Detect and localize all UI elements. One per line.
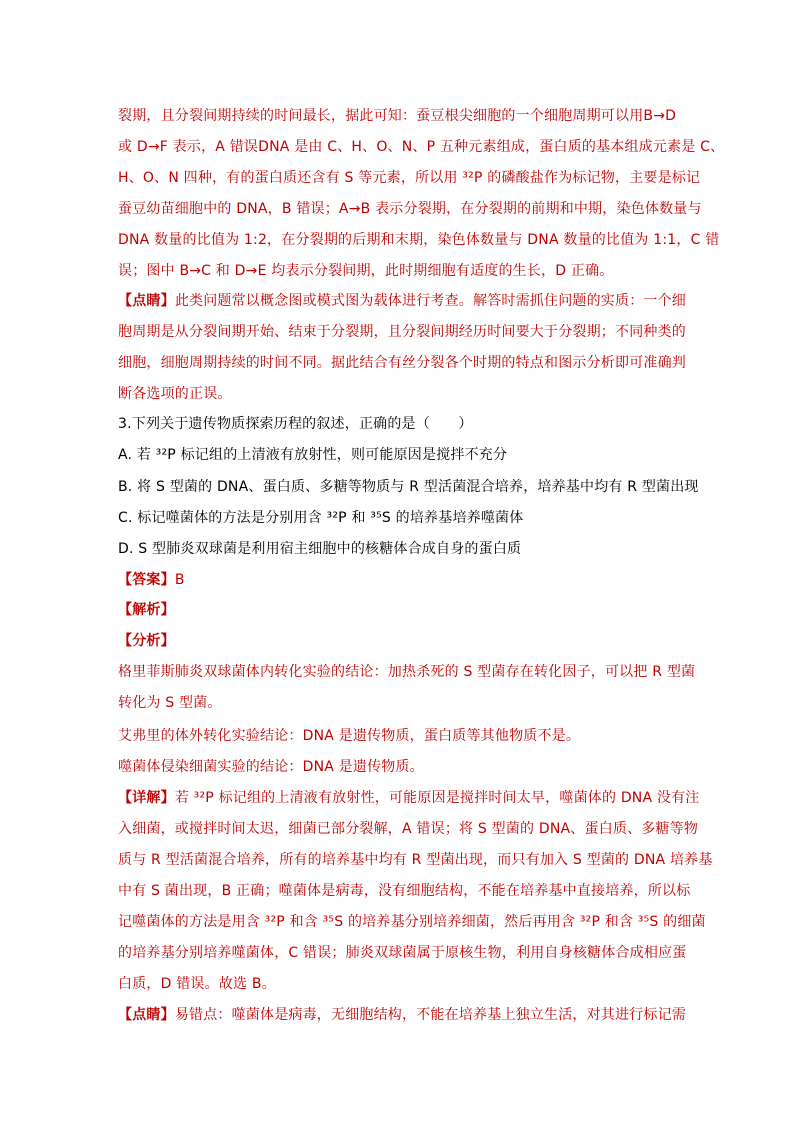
paragraph-line: 断各选项的正误。	[118, 386, 232, 402]
paragraph-line: 记噬菌体的方法是用含 ³²P 和含 ³⁵S 的培养基分别培养细菌，然后再用含 ³²P 和含 ³⁵S 的细菌	[118, 914, 706, 930]
paragraph-line: 入细菌，或搅拌时间太迟，细菌已部分裂解，A 错误；将 S 型菌的 DNA、蛋白质、多糖等物	[118, 821, 699, 837]
paragraph-line: 裂期，且分裂间期持续的时间最长，据此可知：蚕豆根尖细胞的一个细胞周期可以用B→D	[118, 108, 677, 124]
jiexi-heading: 【解析】	[118, 602, 175, 618]
paragraph-line: DNA 数量的比值为 1:2，在分裂期的后期和末期，染色体数量与 DNA 数量的比值为 1:1，C 错	[118, 232, 720, 248]
answer-tag: 【答案】	[118, 572, 175, 588]
dianjing-block	[118, 291, 687, 311]
dianjing-block	[118, 1005, 687, 1025]
option-b: B. 将 S 型菌的 DNA、蛋白质、多糖等物质与 R 型活菌混合培养，培养基中均有 R 型菌出现	[118, 479, 699, 495]
option-c: C. 标记噬菌体的方法是分别用含 ³²P 和 ³⁵S 的培养基培养噬菌体	[118, 510, 524, 526]
paragraph-line: 转化为 S 型菌。	[118, 695, 222, 711]
paragraph-line: 质与 R 型活菌混合培养，所有的培养基中均有 R 型菌出现，而只有加入 S 型菌的 DNA 培养基	[118, 852, 713, 868]
option-a: A. 若 ³²P 标记组的上清液有放射性，则可能原因是搅拌不充分	[118, 447, 508, 463]
paragraph-line: 胞周期是从分裂间期开始、结束于分裂期，且分裂间期经历时间要大于分裂期；不同种类的	[118, 324, 686, 340]
dianjing-text: 此类问题常以概念图或模式图为载体进行考查。解答时需抓住问题的实质：一个细	[174, 293, 687, 309]
paragraph-line: 的培养基分别培养噬菌体，C 错误；肺炎双球菌属于原核生物，利用自身核糖体合成相应蛋	[118, 945, 687, 961]
dianjing-tag: 【点睛】	[118, 1007, 175, 1023]
xiangjie-block	[118, 788, 700, 808]
dianjing-tag: 【点睛】	[118, 293, 175, 309]
paragraph-line: 噬菌体侵染细菌实验的结论：DNA 是遗传物质。	[118, 759, 424, 775]
question-stem: 3.下列关于遗传物质探索历程的叙述，正确的是（ ）	[118, 416, 473, 432]
answer-line	[118, 570, 678, 590]
xiangjie-tag: 【详解】	[118, 790, 175, 806]
answer-value: B	[174, 572, 185, 588]
paragraph-line: 白质，D 错误。故选 B。	[118, 976, 276, 992]
paragraph-line: 艾弗里的体外转化实验结论：DNA 是遗传物质，蛋白质等其他物质不是。	[118, 728, 581, 744]
paragraph-line: 或 D→F 表示，A 错误DNA 是由 C、H、O、N、P 五种元素组成，蛋白质的基本组成元素是 C、	[118, 139, 725, 155]
paragraph-line: 细胞，细胞周期持续的时间不同。据此结合有丝分裂各个时期的特点和图示分析即可准确判	[118, 355, 686, 371]
paragraph-line: 蚕豆幼苗细胞中的 DNA，B 错误；A→B 表示分裂期，在分裂期的前期和中期，染色体数量与	[118, 201, 702, 217]
paragraph-line: 误；图中 B→C 和 D→E 均表示分裂间期，此时期细胞有适度的生长，D 正确。	[118, 263, 614, 279]
option-d: D. S 型肺炎双球菌是利用宿主细胞中的核糖体合成自身的蛋白质	[118, 541, 522, 557]
paragraph-line: 中有 S 菌出现，B 正确；噬菌体是病毒，没有细胞结构，不能在培养基中直接培养，所以标	[118, 883, 691, 899]
xiangjie-text: 若 ³²P 标记组的上清液有放射性，可能原因是搅拌时间太早，噬菌体的 DNA 没有注	[174, 790, 700, 806]
fenxi-heading: 【分析】	[118, 633, 175, 649]
paragraph-line: H、O、N 四种，有的蛋白质还含有 S 等元素，所以用 ³²P 的磷酸盐作为标记物，主要是标记	[118, 170, 701, 186]
paragraph-line: 格里菲斯肺炎双球菌体内转化实验的结论：加热杀死的 S 型菌存在转化因子，可以把 R 型菌	[118, 664, 696, 680]
dianjing-text: 易错点：噬菌体是病毒，无细胞结构，不能在培养基上独立生活，对其进行标记需	[174, 1007, 687, 1023]
